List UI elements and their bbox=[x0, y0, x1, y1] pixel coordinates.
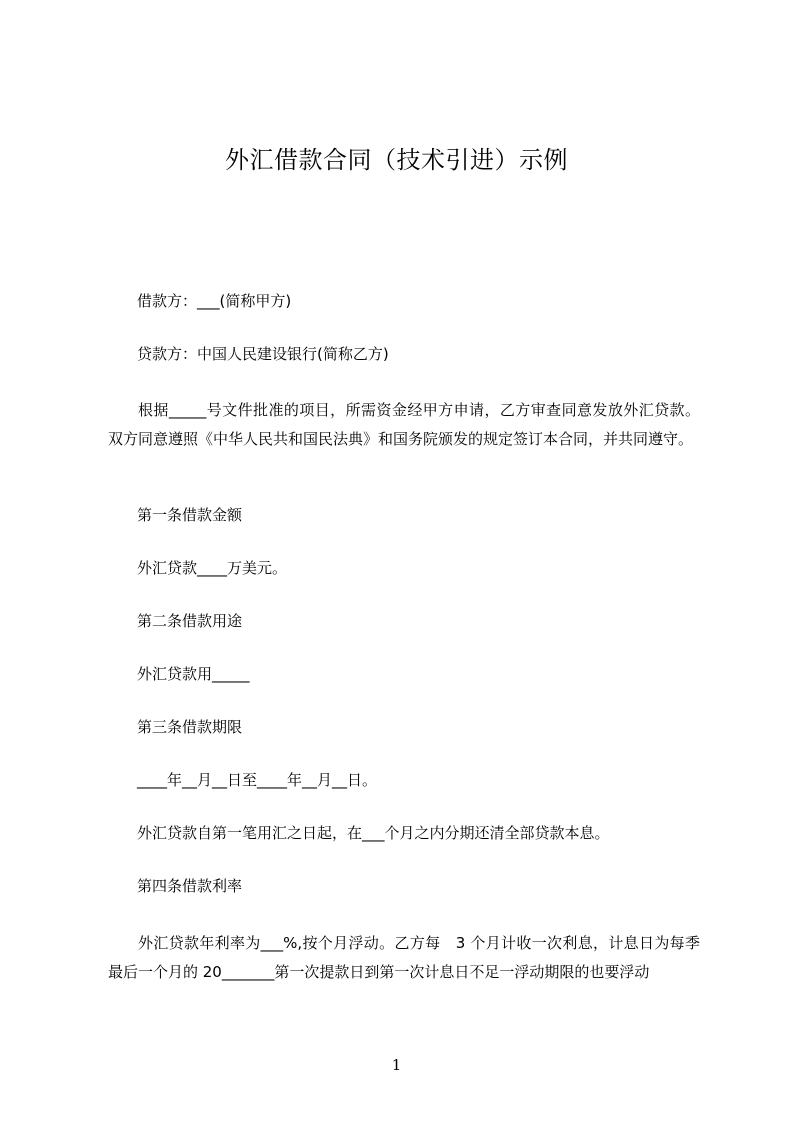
preamble-paragraph: 根据_____号文件批准的项目，所需资金经甲方申请，乙方审查同意发放外汇贷款。双方同意遵照《中华人民共和国民法典》和国务院颁发的规定签订本合同，并共同遵守。 bbox=[108, 401, 700, 448]
article-4-paragraph: 外汇贷款年利率为___%,按个月浮动。乙方每 3 个月计收一次利息，计息日为每季最后一个月的 20_______第一次提款日到第一次计息日不足一浮动期限的也要浮动 bbox=[108, 934, 700, 981]
lender-line: 贷款方：中国人民建设银行(简称乙方) bbox=[137, 345, 389, 363]
article-3-heading: 第三条借款期限 bbox=[137, 718, 243, 736]
article-2-heading: 第二条借款用途 bbox=[137, 612, 243, 630]
page-number: 1 bbox=[391, 1056, 402, 1074]
article-1-text: 外汇贷款____万美元。 bbox=[137, 559, 288, 577]
article-2-text: 外汇贷款用_____ bbox=[137, 665, 250, 683]
article-3-dates: ____年__月__日至____年__月__日。 bbox=[137, 771, 378, 789]
article-4-heading: 第四条借款利率 bbox=[137, 877, 243, 895]
article-3-text: 外汇贷款自第一笔用汇之日起，在___个月之内分期还清全部贷款本息。 bbox=[137, 824, 610, 842]
borrower-line: 借款方：___(简称甲方) bbox=[137, 292, 292, 310]
article-1-heading: 第一条借款金额 bbox=[137, 506, 243, 524]
document-title: 外汇借款合同（技术引进）示例 bbox=[225, 146, 568, 174]
